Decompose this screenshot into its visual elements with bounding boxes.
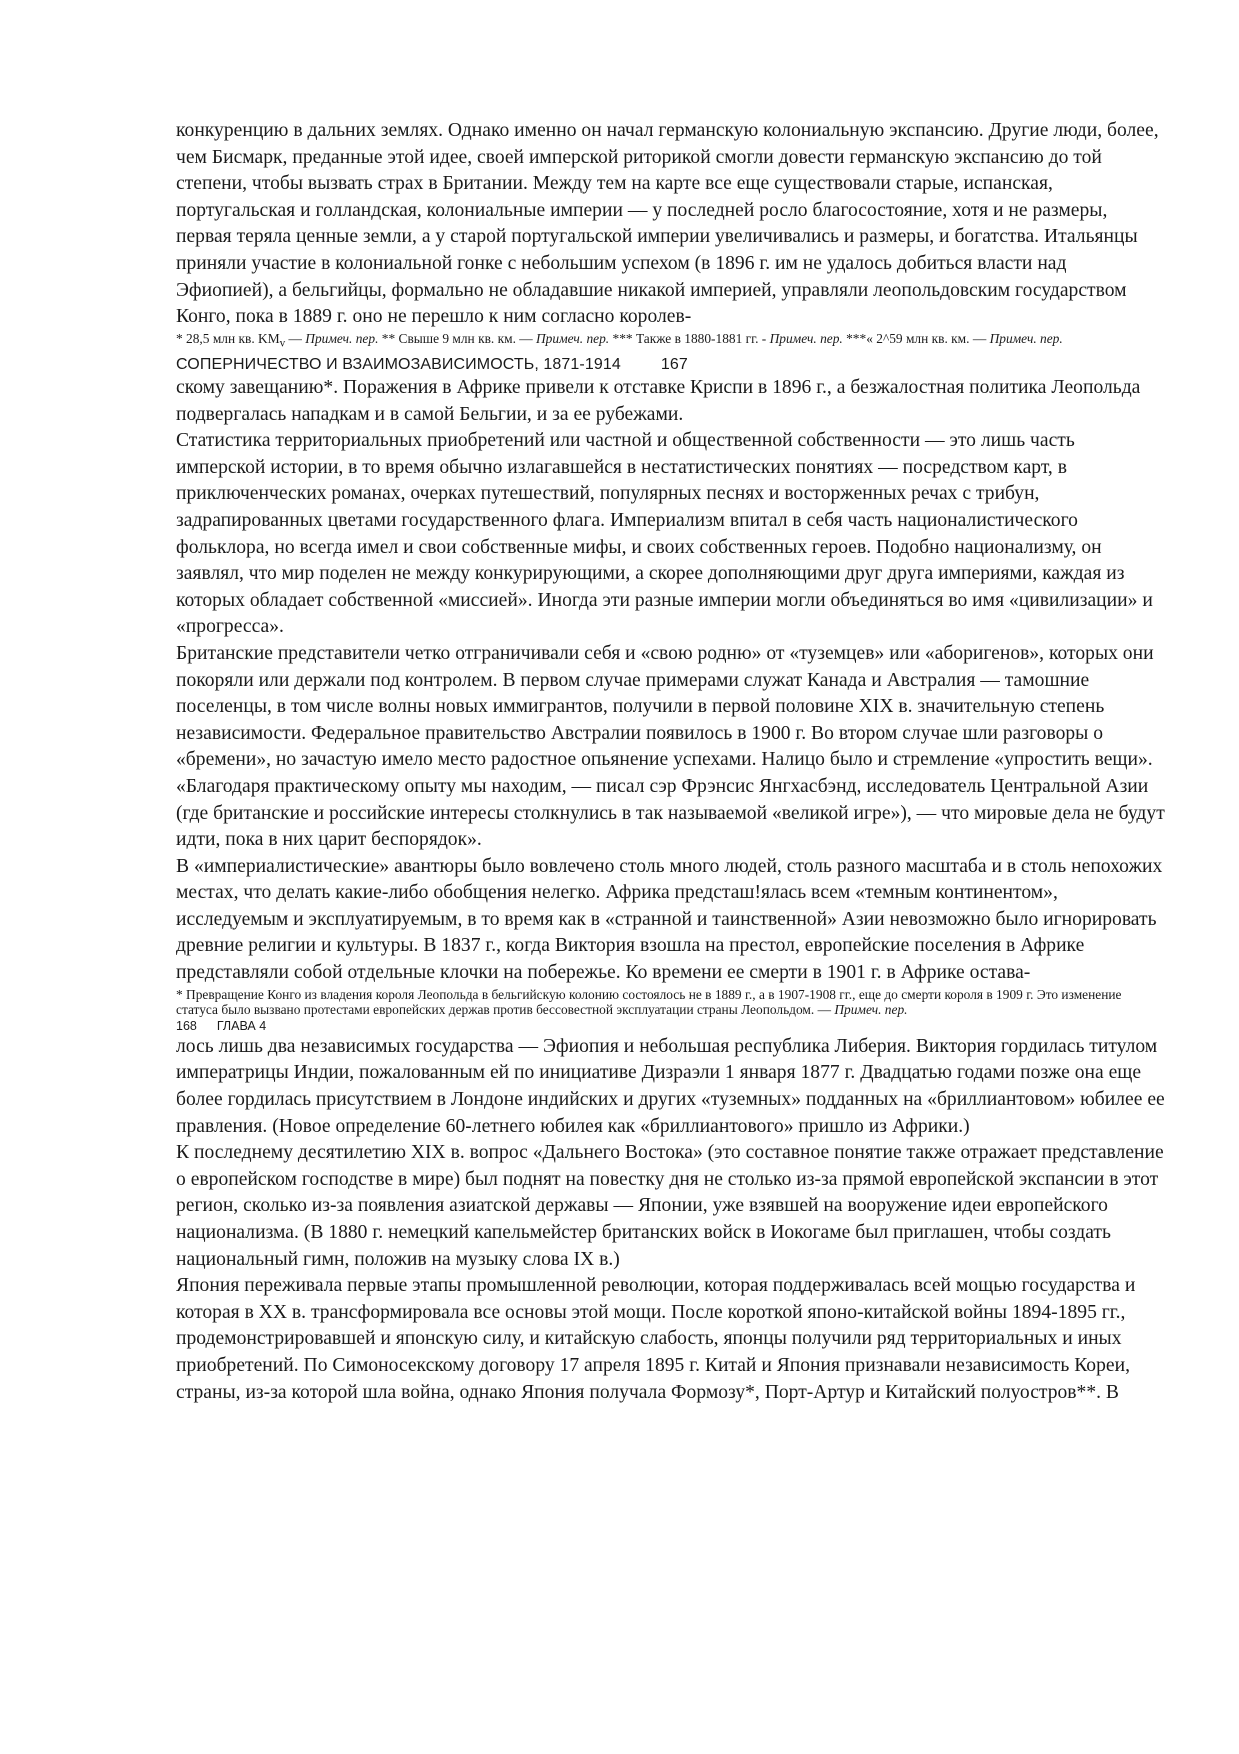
paragraph-far-east: К последнему десятилетию XIX в. вопрос «Дальнего Востока» (это составное понятие также отражает представление о европейском господстве в мире) был поднят на повестку дня не столько из-за прямой европейской экспансии в этот регион, сколько из-за появления азиатской державы — Японии, уже взявшей на вооружение идеи европейского национализма. (В 1880 г. немецкий капельмейстер британских войск в Иокогаме был приглашен, чтобы создать национальный гимн, положив на музыку слова IX в.) — [176, 1142, 1164, 1270]
running-header-167 — [176, 354, 1166, 375]
footnote-text: * Превращение Конго из владения короля Леопольда в бельгийскую колонию состоялось не в 1889 г., а в 1907-1908 гг., еще до смерти короля в 1909 г. Это изменение статуса было вызвано протестами европейских держав против бессовестной эксплуатации страны Леопольдом. — — [176, 986, 1122, 1018]
document-page — [176, 118, 1166, 1406]
running-header-title: ГЛАВА 4 — [216, 1018, 267, 1033]
footnote-congo — [176, 987, 1166, 1018]
translator-note: Примеч. пер. — [305, 330, 379, 346]
paragraph-imperial-statistics: Статистика территориальных приобретений или частной и общественной собственности — это лишь часть имперской истории, в то время обычно излагавшейся в нестатистических понятиях — посредством карт, в приключенческих романах, очерках путешествий, популярных песнях и восторженных речах с трибун, задрапированных цветами государственного флага. Империализм впитал в себя часть националистического фольклора, но всегда имел и свои собственные мифы, и своих собственных героев. Подобно национализму, он заявлял, что мир поделен не между конкурирующими, а скорее дополняющими друг друга империями, каждая из которых обладает собственной «миссией». Иногда эти разные империи могли объединяться во имя «цивилизации» и «прогресса». — [176, 430, 1153, 638]
running-header-title: СОПЕРНИЧЕСТВО И ВЗАИМОЗАВИСИМОСТЬ, 1871-1914 — [176, 356, 621, 374]
footnote-text: ***« 2^59 млн кв. км. — — [842, 330, 990, 346]
paragraph-colonial-empires: конкуренцию в дальних землях. Однако именно он начал германскую колониальную экспансию. Другие люди, более, чем Бисмарк, преданные этой идее, своей имперской риторикой смогли довести германскую экспансию до той степени, чтобы вызвать страх в Британии. Между тем на карте все еще существовали старые, испанская, португальская и голландская, колониальные империи — у последней росло благосостояние, хотя и не размеры, первая теряла ценные земли, а у старой португальской империи увеличивались и размеры, и богатства. Итальянцы приняли участие в колониальной гонке с небольшим успехом (в 1896 г. им не удалось добиться власти над Эфиопией), а бельгийцы, формально не обладавшие никакой империей, управляли леопольдовским государством Конго, пока в 1889 г. оно не перешло к ним согласно королев- — [176, 120, 1159, 328]
translator-note: Примеч. пер. — [834, 1002, 908, 1018]
footnote-text: v — [279, 337, 286, 350]
translator-note: Примеч. пер. — [769, 330, 843, 346]
paragraph-africa: В «империалистические» авантюры было вовлечено столь много людей, столь разного масштаба и в столь непохожих местах, что делать какие-либо обобщения нелегко. Африка предсташ!ялась всем «темным континентом», исследуемым и эксплуатируемым, в то время как в «странной и таинственной» Азии невозможно было игнорировать древние религии и культуры. В 1837 г., когда Виктория взошла на престол, европейские поселения в Африке представляли собой отдельные клочки на побережье. Ко времени ее смерти в 1901 г. в Африке остава- — [176, 855, 1163, 984]
paragraph-victoria: лось лишь два независимых государства — Эфиопия и небольшая республика Либерия. Виктория гордилась титулом императрицы Индии, пожалованным ей по инициативе Дизраэли 1 января 1877 г. Двадцатью годами позже она еще более гордилась присутствием в Лондоне индийских и других «туземных» подданных на «бриллиантовом» юбилее ее правления. (Новое определение 60-летнего юбилея как «бриллиантового» пришло из Африки.) — [176, 1035, 1165, 1137]
footnote-text: ** Свыше 9 млн кв. км. — — [378, 330, 537, 346]
running-header-168 — [176, 1018, 1166, 1034]
translator-note: Примеч. пер. — [989, 330, 1063, 346]
page-number: 167 — [660, 356, 688, 374]
paragraph-japan: Япония переживала первые этапы промышленной революции, которая поддерживалась всей мощью государства и которая в XX в. трансформировала все основы этой мощи. После короткой японо-китайской войны 1894-1895 гг., продемонстрировавшей и японскую силу, и китайскую слабость, японцы получили ряд территориальных и иных приобретений. По Симоносекскому договору 17 апреля 1895 г. Китай и Япония признавали независимость Кореи, страны, из-за которой шла война, однако Япония получала Формозу*, Порт-Артур и Китайский полуостров**. В — [176, 1275, 1136, 1403]
footnote-text: — — [285, 330, 306, 346]
footnote-text: *** Также в 1880-1881 гг. - — [609, 330, 770, 346]
paragraph-leopold: скому завещанию*. Поражения в Африке привели к отставке Криспи в 1896 г., а безжалостная политика Леопольда подвергалась нападкам и в самой Бельгии, и за ее рубежами. — [176, 377, 1141, 425]
paragraph-british-representatives: Британские представители четко отграничивали себя и «свою родню» от «туземцев» или «аборигенов», которых они покоряли или держали под контролем. В первом случае примерами служат Канада и Австралия — тамошние поселенцы, в том числе волны новых иммигрантов, получили в первой половине XIX в. значительную степень независимости. Федеральное правительство Австралии появилось в 1900 г. Во втором случае шли разговоры о «бремени», но зачастую имело место радостное опьянение успехами. Налицо было и стремление «упростить вещи». «Благодаря практическому опыту мы находим, — писал сэр Фрэнсис Янгхасбэнд, исследователь Центральной Азии (где британские и российские интересы столкнулись в так называемой «великой игре»), — что мировые дела не будут идти, пока в них царит беспорядок». — [176, 642, 1165, 851]
translator-note: Примеч. пер. — [536, 330, 610, 346]
footnote-text: * 28,5 млн кв. KM — [176, 330, 280, 346]
page-number: 168 — [176, 1018, 197, 1033]
footnote-area-units — [176, 331, 1166, 352]
